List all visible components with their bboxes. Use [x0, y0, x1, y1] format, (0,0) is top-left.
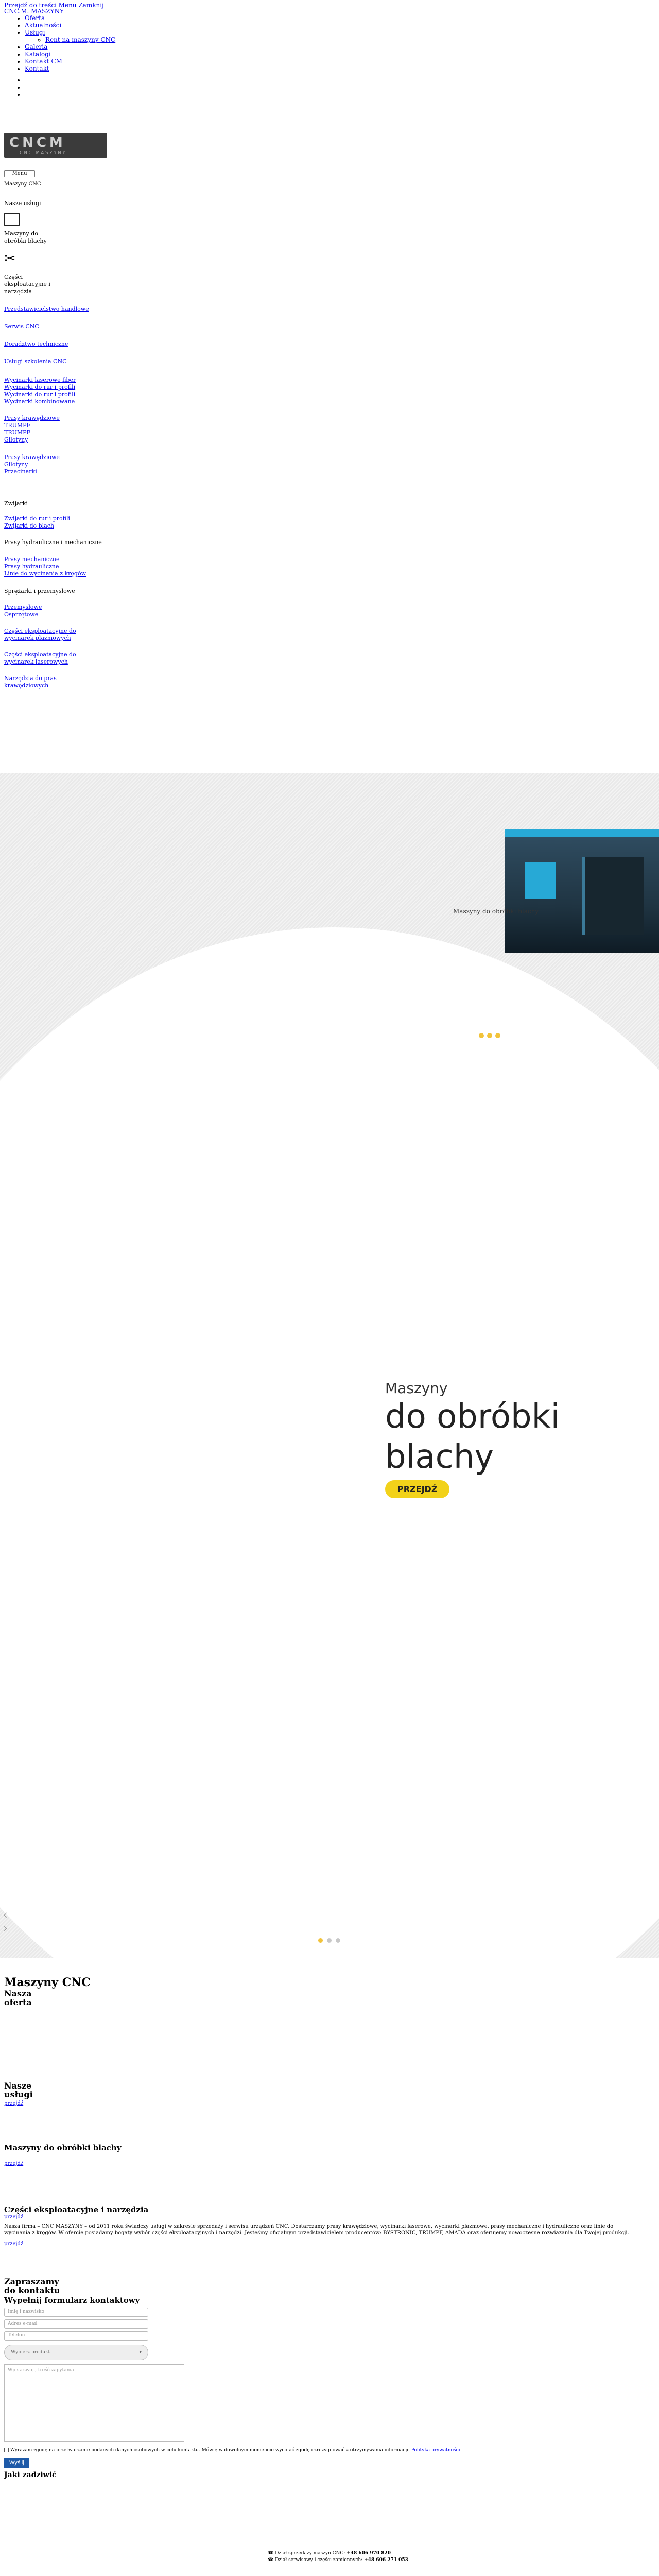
- service-contact: [268, 2557, 484, 2564]
- hero-caption: [385, 1380, 560, 1498]
- sales-phone-link[interactable]: +48 606 970 820: [346, 2551, 391, 2556]
- phone-input[interactable]: Telefon: [4, 2331, 148, 2341]
- press-item-guillotine-2[interactable]: Gilotyny: [4, 461, 28, 468]
- services-item-representation[interactable]: Przedstawicielstwo handlowe: [4, 306, 89, 312]
- parts-more-link[interactable]: przejdź: [4, 2214, 24, 2220]
- parts-more-link-2[interactable]: przejdź: [4, 2241, 24, 2247]
- slide-pager-small: [479, 1033, 500, 1038]
- press-item-brake[interactable]: Prasy krawędziowe: [4, 415, 60, 421]
- machines-item-combined[interactable]: Wycinarki kombinowane: [4, 398, 75, 405]
- parts-item-plasma[interactable]: Części eksploatacyjne do wycinarek plazmowych: [4, 628, 76, 641]
- sheet-machines-heading: Maszyny do obróbki blachy: [4, 2143, 122, 2153]
- services-item-cnc-service[interactable]: Serwis CNC: [4, 323, 39, 330]
- services-item-training[interactable]: Usługi szkolenia CNC: [4, 358, 67, 365]
- press-item-guillotine[interactable]: Gilotyny: [4, 436, 28, 443]
- consent-checkbox[interactable]: [4, 2448, 9, 2452]
- hydraulic-title: Prasy hydrauliczne i mechaniczne: [4, 539, 102, 546]
- contact-form-title: Wypełnij formularz kontaktowy: [4, 2296, 140, 2305]
- hero-curve: [0, 927, 659, 1958]
- slider-prev-arrow[interactable]: ‹: [3, 1909, 8, 1922]
- hero-caption-line2: blachy: [385, 1438, 494, 1476]
- press-item-trumpf[interactable]: TRUMPF: [4, 422, 31, 429]
- parts-description: Nasza firma – CNC MASZYNY – od 2011 roku świadczy usługi w zakresie sprzedaży i serwisu urządzeń CNC. Dostarczamy prasy krawędziowe, wycinarki laserowe, wycinarki plazmowe, prasy mechaniczne i hydrauliczne oraz linie do wycinania z kręgów. W ofercie posiadamy bogaty wybór części eksploatacyjnych i narzędzi. Jesteśmy oficjalnym przedstawicielem producentów: BYSTRONIC, TRUMPF, AMADA oraz oferujemy nowoczesne rozwiązania dla Twojej produkcji.: [4, 2224, 629, 2236]
- parts-heading: Części eksploatacyjne i narzędzia: [4, 2205, 149, 2214]
- accessories-title: Zwijarki: [4, 500, 28, 507]
- privacy-policy-link[interactable]: Polityka prywatności: [411, 2448, 460, 2453]
- press-item-cutters[interactable]: Przecinarki: [4, 468, 37, 475]
- nav-item-offer[interactable]: Oferta: [25, 14, 45, 22]
- logo-tagline: CNC MASZYNY: [20, 150, 67, 155]
- chevron-down-icon: ▾: [139, 2350, 142, 2355]
- compressor-title: Sprężarki i przemysłowe: [4, 588, 75, 595]
- compressor-item-accessories[interactable]: Osprzętowe: [4, 611, 39, 618]
- logo[interactable]: [4, 133, 107, 158]
- nav-item-contact[interactable]: Kontakt: [25, 65, 49, 72]
- phone-icon: ☎: [268, 2551, 274, 2556]
- hydraulic-item-hydraulic[interactable]: Prasy hydrauliczne: [4, 563, 59, 570]
- message-textarea[interactable]: Wpisz swoją treść zapytania: [4, 2364, 184, 2442]
- machines-item-fiber[interactable]: Wycinarki laserowe fiber: [4, 377, 76, 383]
- logo-text: CNCM: [9, 135, 66, 150]
- accessories-item-tube[interactable]: Zwijarki do rur i profili: [4, 515, 71, 522]
- sales-label: Dział sprzedaży maszyn CNC:: [275, 2551, 345, 2556]
- machines-item-tube[interactable]: Wycinarki do rur i profili: [4, 384, 76, 391]
- slider-next-arrow[interactable]: ›: [3, 1922, 8, 1935]
- machine-image: [505, 829, 659, 953]
- nav-item-gallery[interactable]: Galeria: [25, 43, 48, 50]
- slider-dot[interactable]: [327, 1938, 332, 1943]
- services-item-parts[interactable]: Części eksploatacyjne i narzędzia: [4, 274, 50, 295]
- offer-subtitle: Nasza oferta: [4, 1989, 32, 2007]
- phone-icon: ☎: [268, 2557, 274, 2563]
- brand-text-link[interactable]: CNC.M. MASZYNY: [4, 8, 64, 15]
- nav-item-services[interactable]: Usługi: [25, 29, 45, 36]
- press-item-trumpf-2[interactable]: TRUMPF: [4, 429, 31, 436]
- menu-button[interactable]: Menu: [4, 170, 35, 177]
- slide-label: Maszyny do obróbki blachy: [453, 908, 539, 915]
- nav-item-news[interactable]: Aktualności: [25, 22, 62, 29]
- services-heading: Nasze usługi: [4, 2081, 33, 2099]
- hero-cta-button[interactable]: PRZEJDŹ: [385, 1480, 449, 1498]
- nav-item-contact-cm[interactable]: Kontakt CM: [25, 58, 62, 65]
- sheet-machines-more-link[interactable]: przejdź: [4, 2161, 24, 2166]
- sales-contact: [268, 2550, 484, 2557]
- service-label: Dział serwisowy i części zamiennych:: [275, 2557, 363, 2563]
- top-nav: [4, 14, 206, 72]
- compressor-item-industrial[interactable]: Przemysłowe: [4, 604, 42, 611]
- slider-dots: [318, 1938, 340, 1943]
- parts-item-laser[interactable]: Części eksploatacyjne do wycinarek laserowych: [4, 651, 76, 665]
- machines-item-tube-2[interactable]: Wycinarki do rur i profili: [4, 391, 76, 398]
- service-phone-link[interactable]: +48 606 271 053: [364, 2557, 408, 2563]
- parts-item-press-tools[interactable]: Narzędzia do pras krawędziowych: [4, 675, 57, 689]
- nav-item-catalogs[interactable]: Katalogi: [25, 50, 51, 58]
- machine-arm: [582, 857, 644, 935]
- social-item[interactable]: [25, 91, 206, 98]
- tools-icon: ✂: [4, 251, 15, 266]
- email-input[interactable]: Adres e-mail: [4, 2319, 148, 2329]
- consent-text: Wyrażam zgodę na przetwarzanie podanych danych osobowych w celu kontaktu. Mówię w dowolnym momencie wycofać zgodę i zrezygnować z otrzymywania informacji.: [10, 2448, 410, 2453]
- skip-to-content-link[interactable]: Przejdź do treści Menu Zamknij: [4, 2, 104, 9]
- product-select[interactable]: [4, 2345, 148, 2360]
- accessories-item-sheet[interactable]: Zwijarki do blach: [4, 522, 55, 529]
- contact-heading: Zapraszamy do kontaktu: [4, 2277, 60, 2295]
- slider-dot[interactable]: [318, 1938, 323, 1943]
- hero-caption-small: Maszyny: [385, 1380, 448, 1397]
- name-input[interactable]: Imię i nazwisko: [4, 2308, 148, 2317]
- hero-slider: [0, 773, 659, 1958]
- social-item[interactable]: [25, 83, 206, 91]
- machine-screen: [525, 862, 556, 899]
- services-item-sheet-machines[interactable]: Maszyny do obróbki blachy: [4, 230, 47, 244]
- social-list: [4, 76, 206, 98]
- hydraulic-item-mechanical[interactable]: Prasy mechaniczne: [4, 556, 60, 563]
- product-select-value: Wybierz produkt: [11, 2350, 50, 2355]
- offer-title: Maszyny CNC: [4, 1976, 91, 1989]
- recaptcha-label: Jaki zadziwić: [4, 2471, 57, 2479]
- hero-caption-line1: do obróbki: [385, 1398, 560, 1436]
- hydraulic-item-coil-lines[interactable]: Linie do wycinania z kręgów: [4, 570, 86, 577]
- social-item[interactable]: [25, 76, 206, 83]
- services-item-advice[interactable]: Doradztwo techniczne: [4, 341, 68, 347]
- send-button[interactable]: Wyślij: [4, 2458, 29, 2468]
- slider-dot[interactable]: [336, 1938, 340, 1943]
- services-title: Nasze usługi: [4, 200, 41, 207]
- sheet-metal-icon: [4, 213, 20, 226]
- nav-item-rent[interactable]: Rent na maszyny CNC: [45, 36, 116, 43]
- services-more-link[interactable]: przejdź: [4, 2100, 24, 2106]
- press-item-brake-2[interactable]: Prasy krawędziowe: [4, 454, 60, 461]
- logo-alt-text: Maszyny CNC: [4, 181, 41, 187]
